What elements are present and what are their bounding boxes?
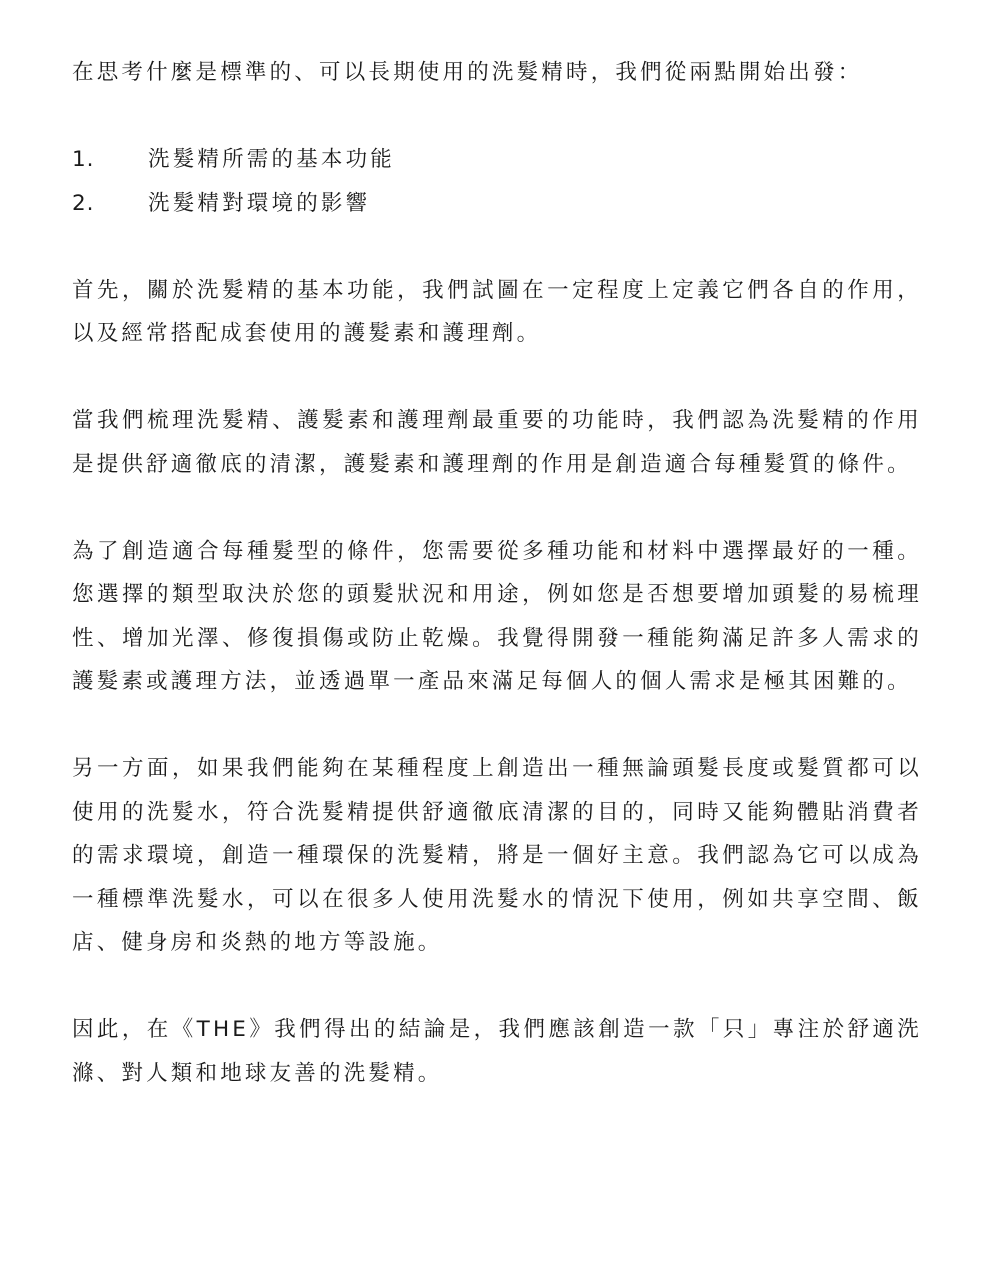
list-number: 1.: [72, 147, 95, 172]
list-text: 洗髮精對環境的影響: [148, 190, 371, 216]
list-text: 洗髮精所需的基本功能: [148, 147, 396, 172]
intro-paragraph: 在思考什麼是標準的、可以長期使用的洗髮精時，我們從兩點開始出發：: [72, 60, 863, 85]
paragraph: 首先，關於洗髮精的基本功能，我們試圖在一定程度上定義它們各自的作用，以及經常搭配成套使用的護髮素和護理劑。: [72, 277, 922, 346]
spacer: [72, 486, 922, 530]
paragraph: 當我們梳理洗髮精、護髮素和護理劑最重要的功能時，我們認為洗髮精的作用是提供舒適徹底的清潔，護髮素和護理劑的作用是創造適合每種髮質的條件。: [72, 408, 922, 477]
spacer: [72, 704, 922, 748]
spacer: [72, 95, 922, 139]
spacer: [72, 356, 922, 400]
spacer: [72, 225, 922, 269]
document-body: [72, 51, 922, 1095]
paragraph: 另一方面，如果我們能夠在某種程度上創造出一種無論頭髮長度或髮質都可以使用的洗髮水，符合洗髮精提供舒適徹底清潔的目的，同時又能夠體貼消費者的需求環境，創造一種環保的洗髮精，將是一個好主意。我們認為它可以成為一種標準洗髮水，可以在很多人使用洗髮水的情況下使用，例如共享空間、飯店、健身房和炎熱的地方等設施。: [72, 756, 922, 955]
list-item: [72, 138, 922, 182]
list-item: [72, 182, 922, 226]
paragraph: 為了創造適合每種髮型的條件，您需要從多種功能和材料中選擇最好的一種。您選擇的類型取決於您的頭髮狀況和用途，例如您是否想要增加頭髮的易梳理性、增加光澤、修復損傷或防止乾燥。我覺得開發一種能夠滿足許多人需求的護髮素或護理方法，並透過單一產品來滿足每個人的個人需求是極其困難的。: [72, 538, 922, 694]
list-number: 2.: [72, 190, 95, 216]
spacer: [72, 965, 922, 1009]
paragraph: 因此，在《THE》我們得出的結論是，我們應該創造一款「只」專注於舒適洗滌、對人類和地球友善的洗髮精。: [72, 1017, 922, 1086]
